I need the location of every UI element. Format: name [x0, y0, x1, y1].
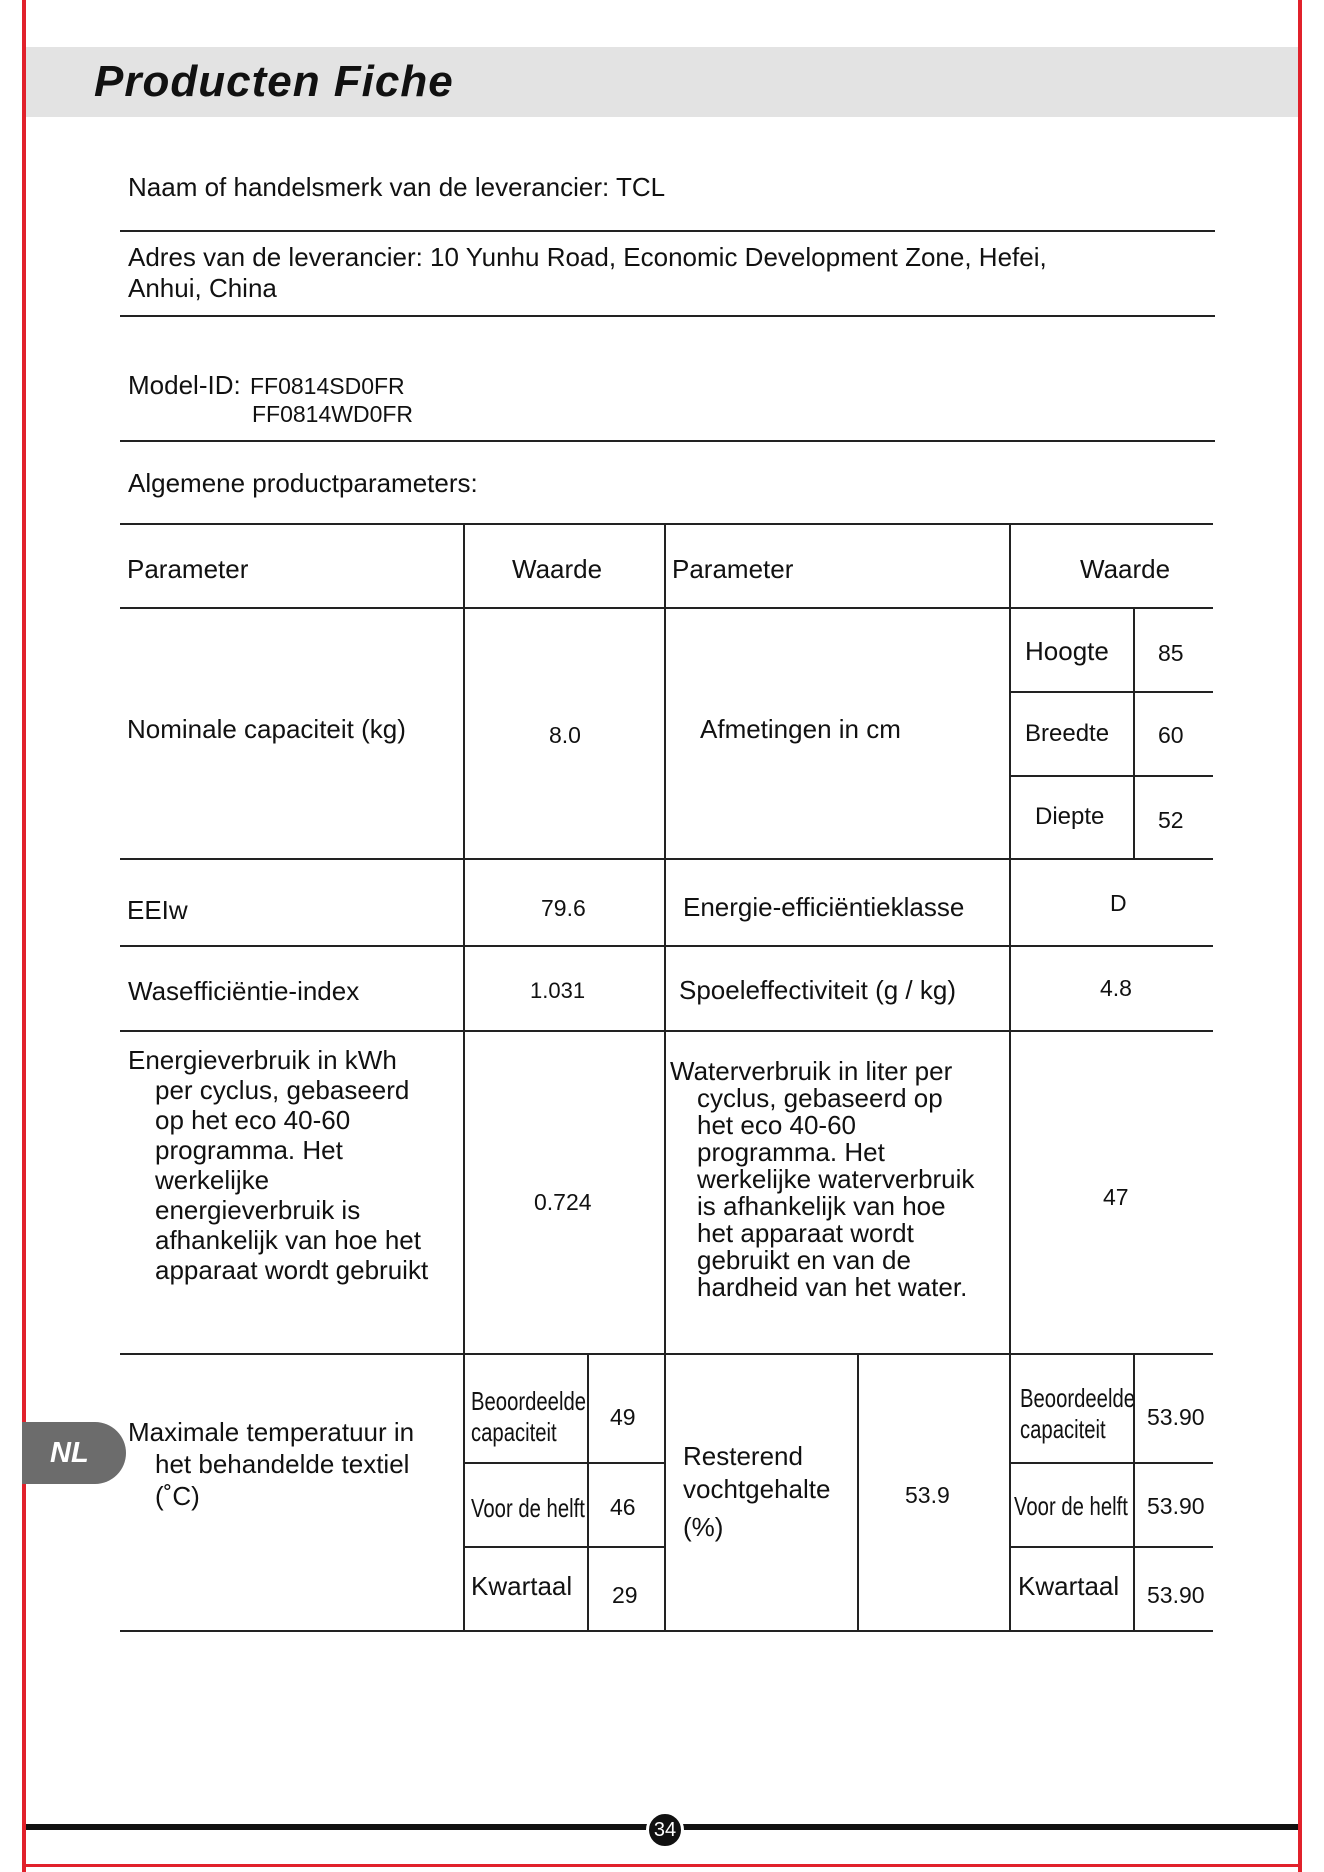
divider	[120, 440, 1215, 442]
max-temp-rated-value: 49	[610, 1404, 636, 1430]
capacity-label: Nominale capaciteit (kg)	[127, 714, 406, 744]
dimension-height-label: Hoogte	[1025, 636, 1109, 666]
dimension-width-value: 60	[1158, 722, 1184, 748]
wash-index-value: 1.031	[530, 978, 586, 1003]
moisture-half-value: 53.90	[1147, 1493, 1205, 1519]
page-number: 34	[653, 1819, 677, 1841]
header-parameter: Parameter	[672, 554, 794, 584]
eeiw-value: 79.6	[541, 895, 586, 921]
moisture-half-label: Voor de helft	[1014, 1491, 1128, 1521]
moisture-value: 53.9	[905, 1482, 950, 1508]
model-id: FF0814WD0FR	[252, 401, 414, 427]
energy-class-value: D	[1110, 890, 1127, 916]
capacity-value: 8.0	[549, 722, 581, 748]
moisture-quarter-label: Kwartaal	[1018, 1571, 1120, 1601]
dimensions-label: Afmetingen in cm	[700, 714, 901, 744]
divider	[120, 230, 1215, 232]
divider	[120, 315, 1215, 317]
wash-index-label: Wasefficiëntie-index	[128, 976, 360, 1006]
dimension-depth-value: 52	[1158, 807, 1184, 833]
right-border	[1298, 0, 1302, 1872]
moisture-rated-value: 53.90	[1147, 1404, 1205, 1430]
rinse-value: 4.8	[1100, 975, 1132, 1001]
supplier-name: Naam of handelsmerk van de leverancier: TCL	[128, 172, 666, 202]
energy-class-label: Energie-efficiëntieklasse	[683, 892, 965, 922]
max-temp-quarter-label: Kwartaal	[471, 1571, 573, 1601]
moisture-rated-label: Beoordeelde capaciteit	[1020, 1383, 1136, 1444]
max-temp-rated-label: Beoordeelde capaciteit	[471, 1386, 587, 1447]
page-title: Producten Fiche	[94, 57, 454, 106]
supplier-address-line1: Adres van de leverancier: 10 Yunhu Road, Economic Development Zone, Hefei,	[128, 242, 1047, 272]
left-border	[22, 0, 26, 1872]
max-temp-quarter-value: 29	[612, 1582, 638, 1608]
bottom-border	[22, 1864, 1302, 1867]
eeiw-label: EEIw	[127, 895, 188, 925]
dimension-height-value: 85	[1158, 640, 1184, 666]
dimension-depth-label: Diepte	[1035, 803, 1105, 830]
water-use-value: 47	[1103, 1184, 1129, 1210]
max-temp-half-label: Voor de helft	[471, 1493, 585, 1523]
rinse-label: Spoeleffectiviteit (g / kg)	[679, 975, 956, 1005]
header-value: Waarde	[512, 554, 603, 584]
language-tab-label: NL	[50, 1437, 89, 1469]
energy-use-value: 0.724	[534, 1189, 592, 1215]
moisture-quarter-value: 53.90	[1147, 1582, 1205, 1608]
dimension-width-label: Breedte	[1025, 720, 1110, 747]
model-id: FF0814SD0FR	[250, 373, 405, 399]
model-label: Model-ID:	[128, 370, 241, 400]
supplier-address-line2: Anhui, China	[128, 273, 277, 303]
header-value: Waarde	[1080, 554, 1171, 584]
header-parameter: Parameter	[127, 554, 249, 584]
params-heading: Algemene productparameters:	[128, 468, 478, 498]
max-temp-half-value: 46	[610, 1494, 636, 1520]
